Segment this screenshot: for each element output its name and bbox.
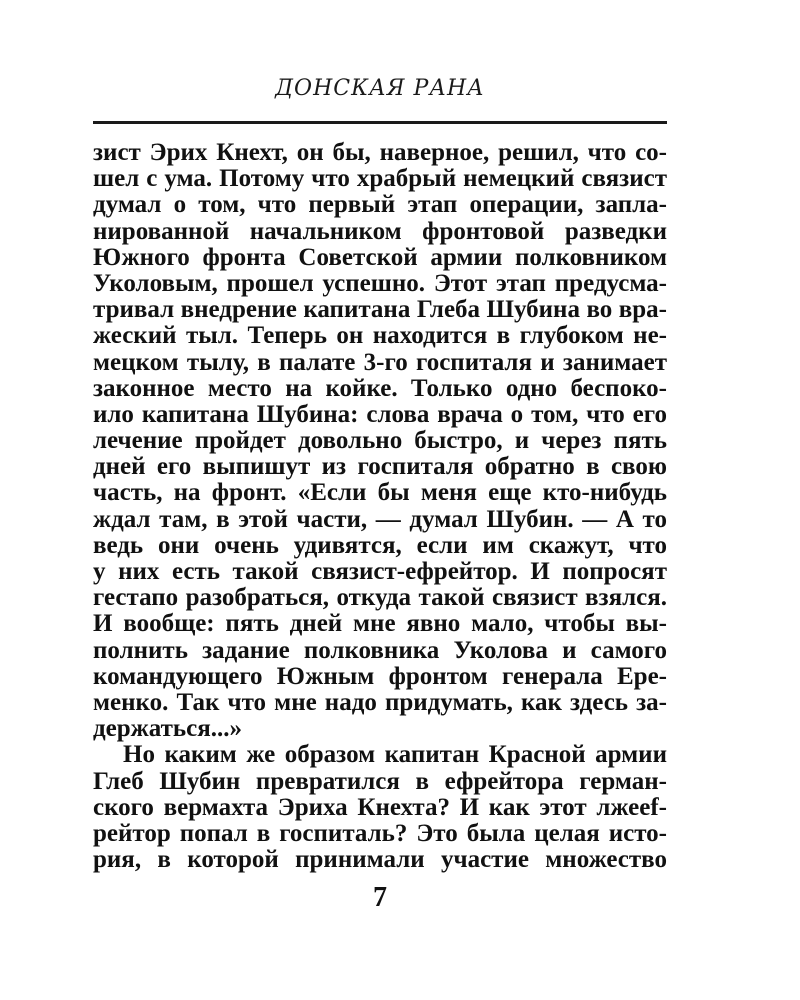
text-line: думал о том, что первый этап операции, запла-	[93, 191, 667, 219]
text-line: гестапо разобраться, откуда такой связист взялся.	[93, 584, 667, 612]
text-line: рия, в которой принимали участие множество	[93, 846, 667, 874]
text-line: полнить задание полковника Уколова и самого	[93, 636, 667, 664]
text-line: у них есть такой связист-ефрейтор. И попросят	[93, 558, 667, 585]
page-number: 7	[373, 882, 387, 913]
text-line: шел с ума. Потому что храбрый немецкий связист	[93, 165, 667, 193]
text-line: командующего Южным фронтом генерала Ере-	[93, 662, 667, 690]
text-line: тривал внедрение капитана Глеба Шубина во вра-	[93, 296, 667, 324]
header-rule	[93, 121, 667, 124]
text-line: зист Эрих Кнехт, он бы, наверное, решил, что со-	[93, 139, 667, 166]
text-line: И вообще: пять дней мне явно мало, чтобы вы-	[93, 610, 667, 638]
text-line: лечение пройдет довольно быстро, и через пять	[93, 427, 667, 455]
text-line: Южного фронта Советской армии полковником	[93, 243, 667, 271]
text-line: ждал там, в этой части, — думал Шубин. — А то	[93, 505, 667, 533]
running-head: ДОНСКАЯ РАНА	[275, 76, 485, 101]
text-line: законное место на койке. Только одно беспоко-	[93, 374, 667, 402]
text-line: дней его выпишут из госпиталя обратно в свою	[93, 453, 667, 481]
text-line: мецком тылу, в палате 3-го госпиталя и занимает	[93, 348, 667, 376]
text-line: рейтор попал в госпиталь? Это была целая исто-	[93, 819, 667, 847]
body-text	[93, 140, 667, 873]
text-line: Глеб Шубин превратился в ефрейтора герман-	[93, 767, 667, 795]
text-line: ило капитана Шубина: слова врача о том, что его	[93, 400, 667, 428]
text-line: ского вермахта Эриха Кнехта? И как этот лжеef-	[93, 793, 667, 821]
text-line: жеский тыл. Теперь он находится в глубоком не-	[93, 322, 667, 350]
paragraph-end-line: держаться...»	[93, 715, 242, 743]
text-line: ведь они очень удивятся, если им скажут, что	[93, 531, 667, 559]
text-line: Уколовым, прошел успешно. Этот этап предусма-	[93, 269, 667, 297]
text-line: часть, на фронт. «Если бы меня еще кто-нибудь	[93, 479, 667, 507]
text-line: нированной начальником фронтовой разведки	[93, 217, 667, 245]
paragraph-start-line: Но каким же образом капитан Красной армии	[123, 741, 667, 769]
text-line: менко. Так что мне надо придумать, как здесь за-	[93, 688, 667, 716]
